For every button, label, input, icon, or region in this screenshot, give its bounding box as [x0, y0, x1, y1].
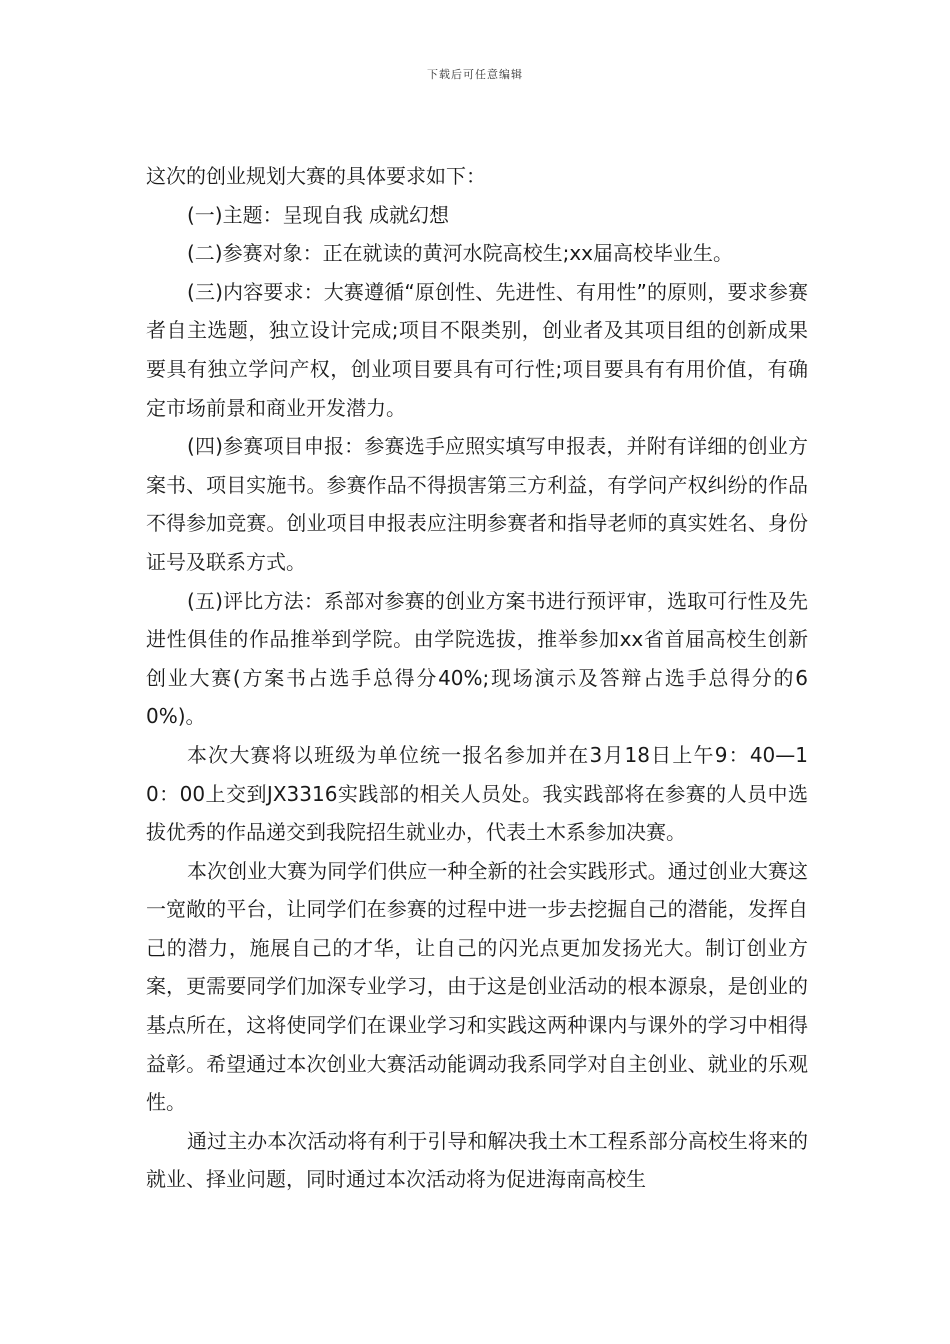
intro-paragraph: 这次的创业规划大赛的具体要求如下：	[146, 164, 486, 188]
purpose-paragraph: 通过主办本次活动将有利于引导和解决我土木工程系部分高校生将来的就业、择业问题，同时通过本次活动将为促进海南高校生	[146, 1128, 808, 1192]
registration-paragraph: 本次大赛将以班级为单位统一报名参加并在3月18日上午9：40—10：00上交到JX3316实践部的相关人员处。我实践部将在参赛的人员中选拔优秀的作品递交到我院招生就业办，代表土木系参加决赛。	[146, 742, 808, 845]
document-body	[146, 157, 808, 1199]
theme-paragraph: (一)主题：呈现自我 成就幻想	[187, 202, 449, 227]
content-requirements-paragraph: (三)内容要求：大赛遵循“原创性、先进性、有用性”的原则，要求参赛者自主选题，独立设计完成;项目不限类别，创业者及其项目组的创新成果要具有独立学问产权，创业项目要具有可行性;项目要具有有用价值，有确定市场前景和商业开发潜力。	[146, 279, 808, 420]
significance-paragraph: 本次创业大赛为同学们供应一种全新的社会实践形式。通过创业大赛这一宽敞的平台，让同学们在参赛的过程中进一步去挖掘自己的潜能，发挥自己的潜力，施展自己的才华，让自己的闪光点更加发扬光大。制订创业方案，更需要同学们加深专业学习，由于这是创业活动的根本源泉，是创业的基点所在，这将使同学们在课业学习和实践这两种课内与课外的学习中相得益彰。希望通过本次创业大赛活动能调动我系同学对自主创业、就业的乐观性。	[146, 858, 808, 1115]
evaluation-method-paragraph: (五)评比方法：系部对参赛的创业方案书进行预评审，选取可行性及先进性俱佳的作品推举到学院。由学院选拔，推举参加xx省首届高校生创新创业大赛(方案书占选手总得分40%;现场演示及答辩占选手总得分的60%)。	[146, 588, 808, 729]
page-header: 下载后可任意编辑	[427, 68, 523, 81]
project-application-paragraph: (四)参赛项目申报：参赛选手应照实填写申报表，并附有详细的创业方案书、项目实施书。参赛作品不得损害第三方利益，有学问产权纠纷的作品不得参加竞赛。创业项目申报表应注明参赛者和指导老师的真实姓名、身份证号及联系方式。	[146, 434, 808, 574]
participants-paragraph: (二)参赛对象：正在就读的黄河水院高校生;xx届高校毕业生。	[187, 241, 734, 266]
